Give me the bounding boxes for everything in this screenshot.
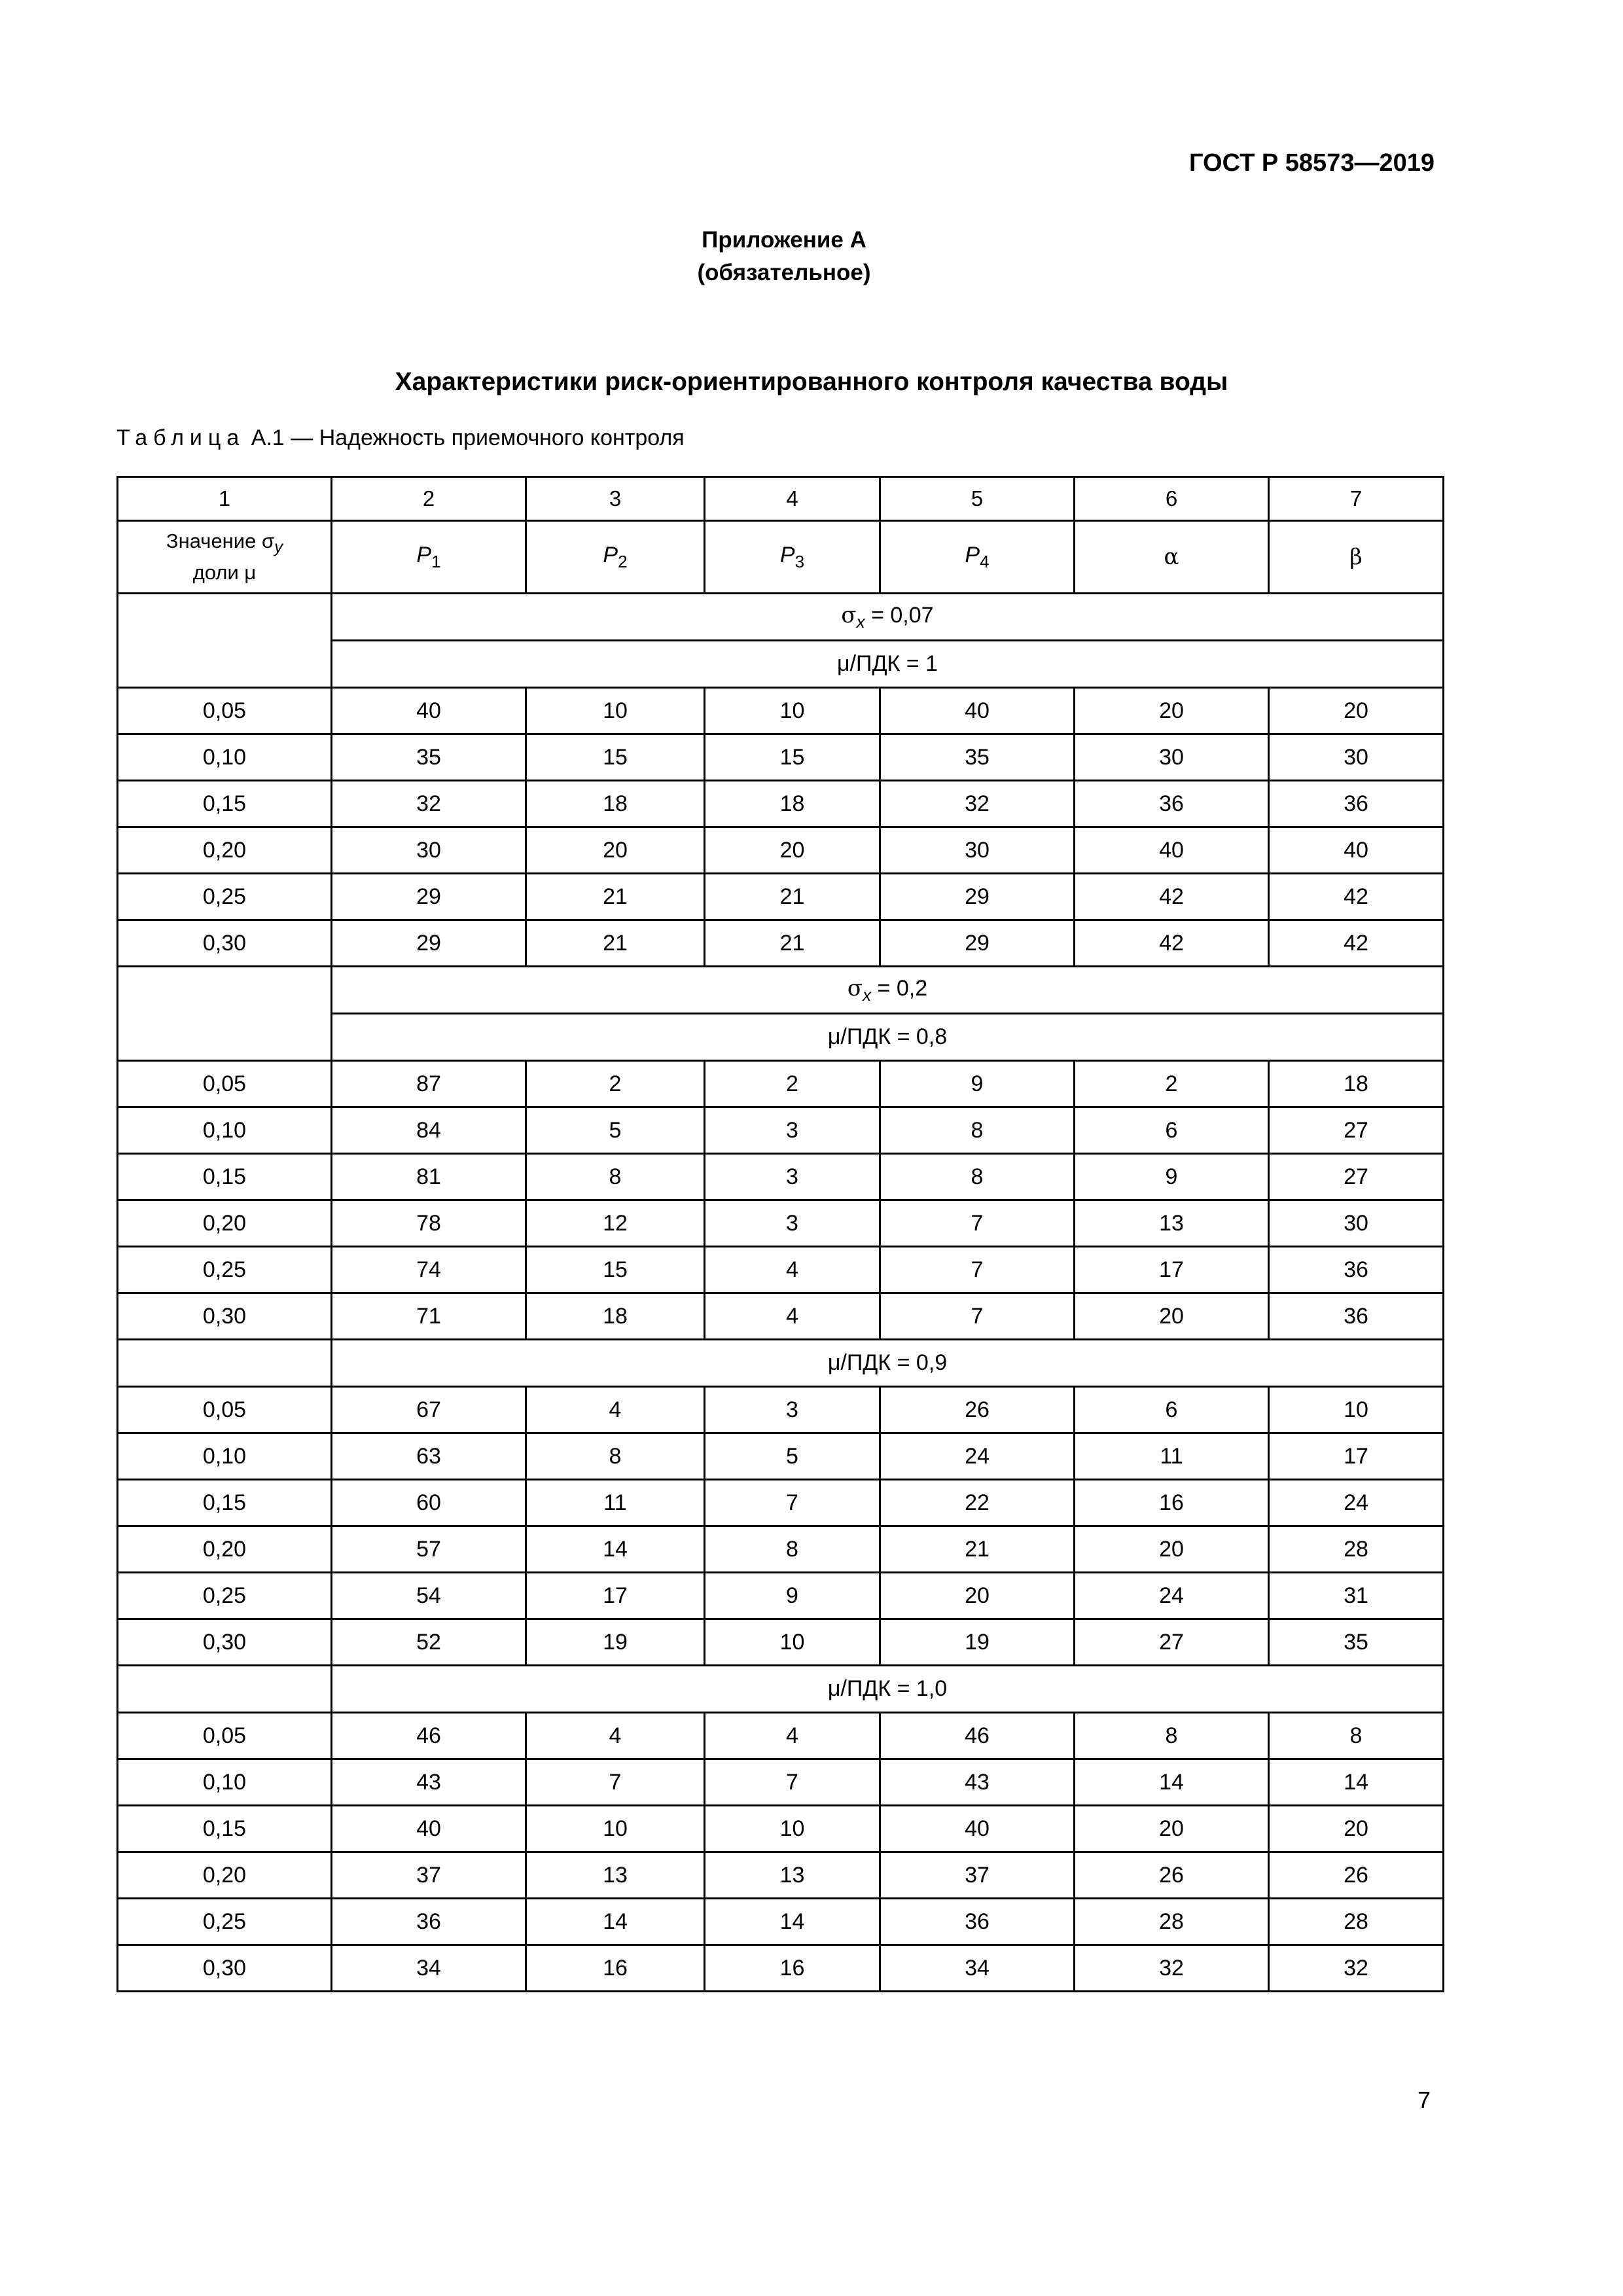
table-cell: 28 <box>1269 1526 1444 1573</box>
table-cell: 21 <box>526 920 705 967</box>
sigma-y-value: 0,05 <box>118 1061 332 1107</box>
table-cell: 36 <box>332 1899 526 1945</box>
column-number: 6 <box>1075 477 1269 521</box>
table-cell: 8 <box>1269 1713 1444 1759</box>
table-cell: 17 <box>526 1573 705 1619</box>
sigma-symbol: σ <box>841 601 857 628</box>
table-row <box>118 734 1444 781</box>
table-cell: 46 <box>880 1713 1075 1759</box>
header-p3 <box>705 521 880 594</box>
table-cell: 15 <box>705 734 880 781</box>
table-cell: 27 <box>1269 1107 1444 1154</box>
sigma-y-value: 0,30 <box>118 1293 332 1340</box>
table-cell: 18 <box>705 781 880 827</box>
header-sigma-y <box>118 521 332 594</box>
table-cell: 20 <box>526 827 705 874</box>
sigma-y-value: 0,20 <box>118 827 332 874</box>
header-p-letter: P <box>416 542 432 567</box>
sigma-y-value: 0,05 <box>118 688 332 734</box>
sigma-y-value: 0,05 <box>118 1713 332 1759</box>
table-cell: 11 <box>526 1480 705 1526</box>
table-cell: 29 <box>332 920 526 967</box>
table-cell: 43 <box>332 1759 526 1806</box>
table-cell: 36 <box>1269 1293 1444 1340</box>
table-cell: 14 <box>705 1899 880 1945</box>
table-cell: 21 <box>705 874 880 920</box>
table-cell: 17 <box>1269 1433 1444 1480</box>
table-cell: 28 <box>1075 1899 1269 1945</box>
table-cell: 8 <box>526 1433 705 1480</box>
table-cell: 67 <box>332 1387 526 1433</box>
table-row <box>118 1899 1444 1945</box>
table-cell: 8 <box>880 1154 1075 1200</box>
header-sigma-label: Значение σ <box>166 529 275 552</box>
table-cell: 21 <box>526 874 705 920</box>
mu-pdk-label: μ/ПДК = 0,8 <box>332 1014 1444 1061</box>
column-number: 2 <box>332 477 526 521</box>
sigma-y-value: 0,25 <box>118 1573 332 1619</box>
table-cell: 27 <box>1269 1154 1444 1200</box>
table-cell: 26 <box>1075 1852 1269 1899</box>
table-cell: 27 <box>1075 1619 1269 1666</box>
table-row <box>118 827 1444 874</box>
table-row <box>118 1247 1444 1293</box>
table-cell: 35 <box>1269 1619 1444 1666</box>
table-cell: 36 <box>1269 781 1444 827</box>
table-cell: 12 <box>526 1200 705 1247</box>
sigma-x-label <box>332 594 1444 641</box>
table-cell: 10 <box>705 1619 880 1666</box>
table-cell: 84 <box>332 1107 526 1154</box>
table-cell: 43 <box>880 1759 1075 1806</box>
table-cell: 6 <box>1075 1387 1269 1433</box>
table-cell: 4 <box>526 1713 705 1759</box>
sigma-y-value: 0,05 <box>118 1387 332 1433</box>
table-cell: 7 <box>880 1247 1075 1293</box>
document-standard-code: ГОСТ Р 58573—2019 <box>1189 149 1435 177</box>
sigma-subscript: x <box>863 984 872 1005</box>
table-cell: 2 <box>1075 1061 1269 1107</box>
table-caption-word: Таблица <box>116 425 245 450</box>
table-cell: 20 <box>1075 688 1269 734</box>
table-cell: 10 <box>705 1806 880 1852</box>
table-cell: 29 <box>332 874 526 920</box>
table-cell: 16 <box>705 1945 880 1992</box>
table-cell: 10 <box>526 1806 705 1852</box>
sigma-y-value: 0,15 <box>118 781 332 827</box>
sigma-header-row <box>118 594 1444 641</box>
table-cell: 10 <box>1269 1387 1444 1433</box>
header-sigma-sub: y <box>274 537 283 557</box>
table-cell: 26 <box>1269 1852 1444 1899</box>
sigma-y-value: 0,10 <box>118 1107 332 1154</box>
sigma-y-value: 0,25 <box>118 1247 332 1293</box>
table-cell: 22 <box>880 1480 1075 1526</box>
table-cell: 5 <box>526 1107 705 1154</box>
table-cell: 9 <box>705 1573 880 1619</box>
table-cell: 28 <box>1269 1899 1444 1945</box>
sigma-symbol: σ <box>847 975 863 1001</box>
table-cell: 32 <box>1269 1945 1444 1992</box>
table-cell: 30 <box>1269 734 1444 781</box>
table-cell: 20 <box>1269 688 1444 734</box>
table-cell: 32 <box>332 781 526 827</box>
mu-pdk-label: μ/ПДК = 1 <box>332 641 1444 688</box>
table-cell: 37 <box>880 1852 1075 1899</box>
table-cell: 37 <box>332 1852 526 1899</box>
table-cell: 3 <box>705 1154 880 1200</box>
table-cell: 81 <box>332 1154 526 1200</box>
table-cell: 24 <box>880 1433 1075 1480</box>
sigma-y-value: 0,30 <box>118 920 332 967</box>
table-cell: 15 <box>526 1247 705 1293</box>
table-cell: 3 <box>705 1387 880 1433</box>
table-cell: 30 <box>1269 1200 1444 1247</box>
sigma-y-value: 0,20 <box>118 1526 332 1573</box>
sigma-y-value: 0,25 <box>118 1899 332 1945</box>
table-row <box>118 1713 1444 1759</box>
column-number: 7 <box>1269 477 1444 521</box>
header-p2 <box>526 521 705 594</box>
table-row <box>118 1573 1444 1619</box>
table-cell: 42 <box>1075 874 1269 920</box>
table-cell: 26 <box>880 1387 1075 1433</box>
table-row <box>118 1154 1444 1200</box>
blank-cell <box>118 1666 332 1713</box>
table-cell: 32 <box>880 781 1075 827</box>
sigma-value: = 0,07 <box>865 602 934 628</box>
table-cell: 14 <box>526 1899 705 1945</box>
sigma-y-value: 0,15 <box>118 1806 332 1852</box>
section-heading: Характеристики риск-ориентированного контроля качества воды <box>395 368 1228 396</box>
table-row <box>118 1619 1444 1666</box>
table-cell: 14 <box>1269 1759 1444 1806</box>
table-row <box>118 1293 1444 1340</box>
table-cell: 40 <box>332 688 526 734</box>
table-row <box>118 1526 1444 1573</box>
table-cell: 9 <box>1075 1154 1269 1200</box>
header-p-letter: P <box>965 542 980 567</box>
table-cell: 46 <box>332 1713 526 1759</box>
sigma-y-value: 0,10 <box>118 1759 332 1806</box>
blank-cell <box>118 1340 332 1387</box>
table-cell: 8 <box>526 1154 705 1200</box>
table-row <box>118 1806 1444 1852</box>
header-beta: β <box>1269 521 1444 594</box>
table-cell: 13 <box>526 1852 705 1899</box>
table-cell: 9 <box>880 1061 1075 1107</box>
table-cell: 4 <box>705 1293 880 1340</box>
table-cell: 14 <box>526 1526 705 1573</box>
blank-cell <box>118 594 332 688</box>
sigma-y-value: 0,15 <box>118 1154 332 1200</box>
appendix-block <box>0 224 1568 289</box>
table-row <box>118 1759 1444 1806</box>
blank-cell <box>118 967 332 1061</box>
sigma-y-value: 0,10 <box>118 734 332 781</box>
table-cell: 36 <box>880 1899 1075 1945</box>
table-row <box>118 1387 1444 1433</box>
table-cell: 4 <box>705 1247 880 1293</box>
table-cell: 13 <box>1075 1200 1269 1247</box>
table-cell: 34 <box>332 1945 526 1992</box>
table-cell: 10 <box>705 688 880 734</box>
table-cell: 42 <box>1269 920 1444 967</box>
table-cell: 7 <box>705 1480 880 1526</box>
table-cell: 20 <box>1075 1293 1269 1340</box>
column-number: 5 <box>880 477 1075 521</box>
table-cell: 7 <box>705 1759 880 1806</box>
page-number: 7 <box>1417 2087 1431 2113</box>
table-cell: 57 <box>332 1526 526 1573</box>
table-cell: 3 <box>705 1200 880 1247</box>
header-p-sub: 4 <box>980 551 990 571</box>
appendix-title: Приложение А <box>702 227 866 253</box>
column-number: 4 <box>705 477 880 521</box>
table-cell: 54 <box>332 1573 526 1619</box>
table-cell: 7 <box>880 1200 1075 1247</box>
table-cell: 19 <box>880 1619 1075 1666</box>
table-cell: 74 <box>332 1247 526 1293</box>
table-cell: 2 <box>526 1061 705 1107</box>
header-p-sub: 3 <box>794 551 805 571</box>
table-cell: 4 <box>705 1713 880 1759</box>
header-alpha: α <box>1075 521 1269 594</box>
table-cell: 6 <box>1075 1107 1269 1154</box>
sigma-y-value: 0,30 <box>118 1619 332 1666</box>
table-cell: 40 <box>880 688 1075 734</box>
table-cell: 29 <box>880 920 1075 967</box>
header-p4 <box>880 521 1075 594</box>
table-row <box>118 874 1444 920</box>
table-cell: 60 <box>332 1480 526 1526</box>
table-cell: 16 <box>526 1945 705 1992</box>
table-cell: 52 <box>332 1619 526 1666</box>
table-cell: 32 <box>1075 1945 1269 1992</box>
table-cell: 40 <box>1269 827 1444 874</box>
table-row <box>118 781 1444 827</box>
sigma-header-row <box>118 967 1444 1014</box>
table-row <box>118 1200 1444 1247</box>
table-cell: 19 <box>526 1619 705 1666</box>
table-cell: 71 <box>332 1293 526 1340</box>
header-p-sub: 2 <box>618 551 628 571</box>
table-row <box>118 920 1444 967</box>
table-cell: 21 <box>705 920 880 967</box>
table-cell: 7 <box>526 1759 705 1806</box>
mu-pdk-row <box>118 1340 1444 1387</box>
table-cell: 30 <box>880 827 1075 874</box>
header-p-sub: 1 <box>431 551 441 571</box>
table-cell: 18 <box>526 1293 705 1340</box>
table-cell: 20 <box>705 827 880 874</box>
table-cell: 8 <box>705 1526 880 1573</box>
table-cell: 17 <box>1075 1247 1269 1293</box>
table-cell: 3 <box>705 1107 880 1154</box>
table-cell: 42 <box>1269 874 1444 920</box>
table-cell: 24 <box>1075 1573 1269 1619</box>
sigma-y-value: 0,20 <box>118 1200 332 1247</box>
table-row <box>118 1480 1444 1526</box>
sigma-x-label <box>332 967 1444 1014</box>
table-cell: 40 <box>1075 827 1269 874</box>
table-cell: 34 <box>880 1945 1075 1992</box>
sigma-subscript: x <box>856 611 865 632</box>
sigma-y-value: 0,30 <box>118 1945 332 1992</box>
table-cell: 8 <box>880 1107 1075 1154</box>
table-cell: 35 <box>332 734 526 781</box>
table-cell: 13 <box>705 1852 880 1899</box>
sigma-y-value: 0,10 <box>118 1433 332 1480</box>
column-number: 3 <box>526 477 705 521</box>
table-cell: 5 <box>705 1433 880 1480</box>
table-cell: 18 <box>1269 1061 1444 1107</box>
table-cell: 29 <box>880 874 1075 920</box>
table-cell: 63 <box>332 1433 526 1480</box>
table-cell: 14 <box>1075 1759 1269 1806</box>
column-number: 1 <box>118 477 332 521</box>
table-cell: 40 <box>880 1806 1075 1852</box>
table-cell: 20 <box>1075 1806 1269 1852</box>
table-cell: 21 <box>880 1526 1075 1573</box>
table-cell: 24 <box>1269 1480 1444 1526</box>
table-cell: 35 <box>880 734 1075 781</box>
table-cell: 2 <box>705 1061 880 1107</box>
table-cell: 78 <box>332 1200 526 1247</box>
table-cell: 16 <box>1075 1480 1269 1526</box>
sigma-value: = 0,2 <box>871 975 928 1001</box>
header-p1 <box>332 521 526 594</box>
table-caption <box>116 425 685 451</box>
table-cell: 18 <box>526 781 705 827</box>
mu-pdk-row <box>118 1666 1444 1713</box>
table-cell: 20 <box>1075 1526 1269 1573</box>
header-p-letter: P <box>603 542 618 567</box>
table-row <box>118 1945 1444 1992</box>
table-cell: 36 <box>1075 781 1269 827</box>
table-cell: 40 <box>332 1806 526 1852</box>
table-cell: 8 <box>1075 1713 1269 1759</box>
sigma-y-value: 0,20 <box>118 1852 332 1899</box>
table-cell: 15 <box>526 734 705 781</box>
table-cell: 20 <box>880 1573 1075 1619</box>
mu-pdk-label: μ/ПДК = 1,0 <box>332 1666 1444 1713</box>
table-row <box>118 688 1444 734</box>
table-cell: 20 <box>1269 1806 1444 1852</box>
table-cell: 7 <box>880 1293 1075 1340</box>
sigma-y-value: 0,25 <box>118 874 332 920</box>
table-cell: 87 <box>332 1061 526 1107</box>
table-cell: 10 <box>526 688 705 734</box>
table-cell: 30 <box>1075 734 1269 781</box>
table-row <box>118 1433 1444 1480</box>
sigma-y-value: 0,15 <box>118 1480 332 1526</box>
header-p-letter: P <box>779 542 795 567</box>
table-cell: 31 <box>1269 1573 1444 1619</box>
table-caption-text: А.1 — Надежность приемочного контроля <box>251 425 685 450</box>
table-row <box>118 1061 1444 1107</box>
column-header-row <box>118 521 1444 594</box>
appendix-status: (обязательное) <box>697 260 871 285</box>
table-cell: 42 <box>1075 920 1269 967</box>
mu-pdk-label: μ/ПДК = 0,9 <box>332 1340 1444 1387</box>
reliability-table <box>116 476 1444 1992</box>
table-cell: 36 <box>1269 1247 1444 1293</box>
table-cell: 30 <box>332 827 526 874</box>
header-mu-fraction: доли μ <box>192 561 257 584</box>
column-number-row <box>118 477 1444 521</box>
table-row <box>118 1852 1444 1899</box>
table-row <box>118 1107 1444 1154</box>
table-cell: 11 <box>1075 1433 1269 1480</box>
table-cell: 4 <box>526 1387 705 1433</box>
